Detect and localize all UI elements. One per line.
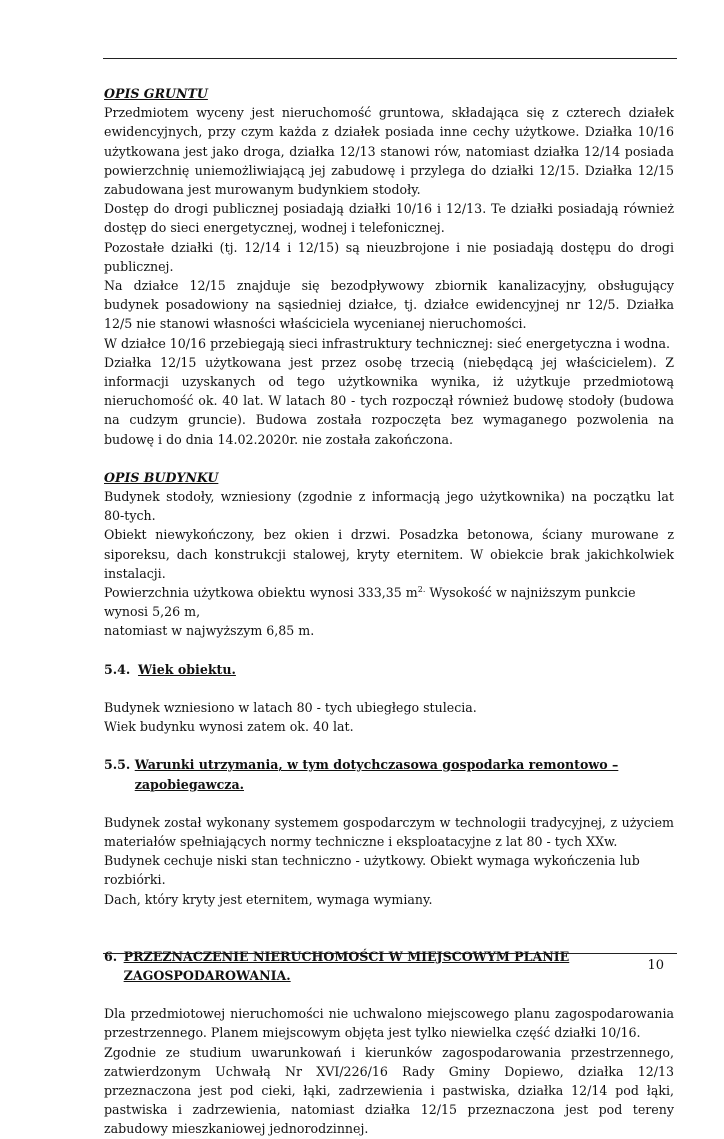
- paragraph: W działce 10/16 przebiegają sieci infrastruktury technicznej: sieć energetyczna i wodna.: [104, 335, 671, 351]
- paragraph: Dla przedmiotowej nieruchomości nie uchwalono miejscowego planu zagospodarowania przestrzennego. Planem miejscowym objęta jest tylko niewielka część działki 10/16.: [104, 1006, 674, 1041]
- page-content: [104, 84, 674, 1139]
- heading-opis-budynku: OPIS BUDYNKU: [104, 469, 219, 485]
- paragraph: Budynek został wykonany systemem gospodarczym w technologii tradycyjnej, z użyciem materiałów spełniających normy techniczne i eksploatacyjne z lat 80 - tych XXw.: [104, 814, 674, 849]
- section-heading-6: 6. PRZEZNACZENIE NIERUCHOMOŚCI W MIEJSCOWYM PLANIE ZAGOSPODAROWANIA.: [104, 948, 570, 983]
- paragraph: Budynek wzniesiono w latach 80 - tych ubiegłego stulecia.: [104, 699, 477, 715]
- heading-opis-gruntu: OPIS GRUNTU: [104, 86, 208, 101]
- paragraph: Wiek budynku wynosi zatem ok. 40 lat.: [104, 719, 354, 735]
- paragraph: Dach, który kryty jest eternitem, wymaga wymiany.: [104, 891, 433, 907]
- page-number: 10: [647, 958, 664, 973]
- paragraph: Dostęp do drogi publicznej posiadają działki 10/16 i 12/13. Te działki posiadają również dostęp do sieci energetycznej, wodnej i telefonicznej.: [104, 201, 674, 236]
- paragraph: Budynek cechuje niski stan techniczno - użytkowy. Obiekt wymaga wykończenia lub rozbiórki.: [104, 853, 640, 888]
- paragraph: Zgodnie ze studium uwarunkowań i kierunków zagospodarowania przestrzennego, zatwierdzonym Uchwałą Nr XVI/226/16 Rady Gminy Dopiewo, działka 12/13 przeznaczona jest pod cieki, łąki, zadrzewienia i pastwiska, działka 12/14 pod łąki, pastwiska i zadrzewienia, natomiast działka 12/15 przeznaczona jest pod tereny zabudowy mieszkaniowej jednorodzinnej.: [104, 1044, 674, 1137]
- paragraph: Przedmiotem wyceny jest nieruchomość gruntowa, składająca się z czterech działek ewidencyjnych, przy czym każda z działek posiada inne cechy użytkowe. Działka 10/16 użytkowana jest jako droga, działka 12/13 stanowi rów, natomiast działka 12/14 posiada powierzchnię uniemożliwiającą jej zabudowę i przylega do działki 12/15. Działka 12/15 zabudowana jest murowanym budynkiem stodoły.: [104, 105, 674, 198]
- paragraph: Pozostałe działki (tj. 12/14 i 12/15) są nieuzbrojone i nie posiadają dostępu do drogi publicznej.: [104, 239, 674, 274]
- paragraph: Obiekt niewykończony, bez okien i drzwi. Posadzka betonowa, ściany murowane z siporeksu, dach konstrukcji stalowej, kryty eternitem. W obiekcie brak jakichkolwiek instalacji.: [104, 527, 674, 581]
- footer-rule: [103, 953, 677, 954]
- paragraph: Na działce 12/15 znajduje się bezodpływowy zbiornik kanalizacyjny, obsługujący budynek posadowiony na sąsiedniej działce, tj. działce ewidencyjnej nr 12/5. Działka 12/5 nie stanowi własności właściciela wycenianej nieruchomości.: [104, 278, 674, 332]
- section-heading-5-4: 5.4. Wiek obiektu.: [104, 661, 236, 677]
- section-heading-5-5: 5.5. Warunki utrzymania, w tym dotychczasowa gospodarka remontowo – zapobiegawcza.: [104, 757, 619, 792]
- paragraph-area: Powierzchnia użytkowa obiektu wynosi 333,35 $m^{2.}$ Wysokość w najniższym punkcie wynosi 5,26 m,: [104, 584, 636, 620]
- paragraph: Działka 12/15 użytkowana jest przez osobę trzecią (niebędącą jej właścicielem). Z informacji uzyskanych od tego użytkownika wynika, iż użytkuje przedmiotową nieruchomość ok. 40 lat. W latach 80 - tych rozpoczął również budowę stodoły (budowa na cudzym gruncie). Budowa została rozpoczęta bez wymaganego pozwolenia na budowę i do dnia 14.02.2020r. nie została zakończona.: [104, 354, 674, 447]
- paragraph: natomiast w najwyższym 6,85 m.: [104, 623, 315, 639]
- header-rule: [103, 58, 677, 59]
- paragraph: Budynek stodoły, wzniesiony (zgodnie z informacją jego użytkownika) na początku lat 80-tych.: [104, 489, 674, 524]
